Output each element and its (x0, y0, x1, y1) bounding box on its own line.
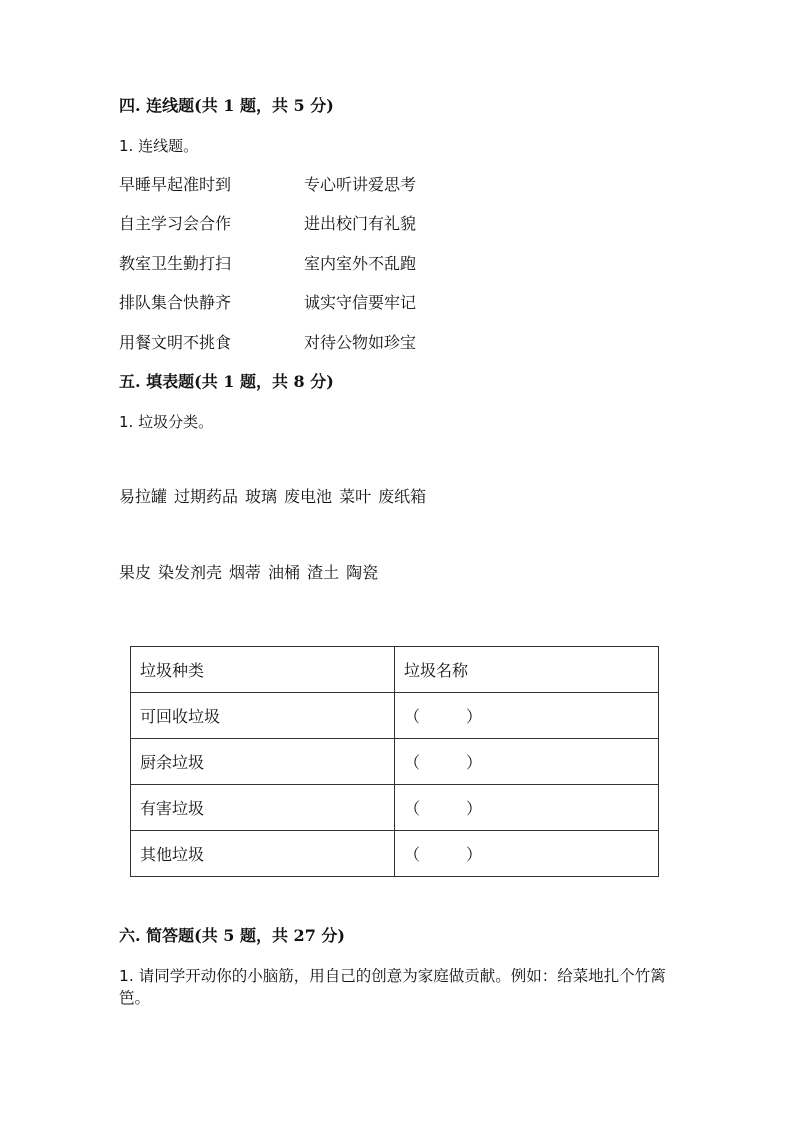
matching-right-item: 对待公物如珍宝 (304, 333, 417, 352)
word-bank-row-1 (119, 486, 433, 508)
answer-blank[interactable] (395, 693, 659, 739)
word-bank-item: 油桶 (268, 563, 301, 582)
matching-right-item: 专心听讲爱思考 (304, 175, 417, 194)
table-header-category: 垃圾种类 (131, 647, 395, 693)
word-bank-item: 烟蒂 (229, 563, 262, 582)
close-paren: ） (466, 707, 483, 726)
answer-blank[interactable] (395, 739, 659, 785)
section-5-question: 1. 垃圾分类。 (119, 413, 214, 431)
table-header-row (131, 647, 659, 693)
open-paren: （ (404, 799, 421, 818)
section-6-question: 1. 请同学开动你的小脑筋，用自己的创意为家庭做贡献。例如：给菜地扎个竹篱笆。 (119, 967, 666, 1007)
matching-left-item: 自主学习会合作 (119, 214, 232, 233)
table-row (131, 785, 659, 831)
table-cell-category: 厨余垃圾 (131, 739, 395, 785)
section-4-heading: 四. 连线题(共 1 题，共 5 分) (119, 96, 334, 115)
word-bank-item: 玻璃 (245, 487, 278, 506)
section-5-heading: 五. 填表题(共 1 题，共 8 分) (119, 372, 334, 391)
open-paren: （ (404, 845, 421, 864)
word-bank-item: 易拉罐 (119, 487, 168, 506)
matching-left-item: 早睡早起准时到 (119, 175, 232, 194)
word-bank-item: 陶瓷 (346, 563, 379, 582)
section-4-question: 1. 连线题。 (119, 137, 199, 155)
table-cell-category: 其他垃圾 (131, 831, 395, 877)
word-bank-item: 菜叶 (339, 487, 372, 506)
answer-blank[interactable] (395, 785, 659, 831)
table-cell-category: 有害垃圾 (131, 785, 395, 831)
answer-blank[interactable] (395, 831, 659, 877)
matching-left-item: 排队集合快静齐 (119, 293, 232, 312)
word-bank-item: 废电池 (284, 487, 333, 506)
garbage-classification-table (130, 646, 659, 877)
table-cell-category: 可回收垃圾 (131, 693, 395, 739)
matching-right-item: 进出校门有礼貌 (304, 214, 417, 233)
table-header-name: 垃圾名称 (395, 647, 659, 693)
word-bank-item: 果皮 (119, 563, 152, 582)
matching-right-item: 诚实守信要牢记 (304, 293, 417, 312)
section-6-heading: 六. 简答题(共 5 题，共 27 分) (119, 926, 345, 945)
close-paren: ） (466, 799, 483, 818)
open-paren: （ (404, 753, 421, 772)
word-bank-item: 过期药品 (174, 487, 239, 506)
word-bank-item: 废纸箱 (378, 487, 427, 506)
word-bank-item: 染发剂壳 (158, 563, 223, 582)
open-paren: （ (404, 707, 421, 726)
table-row (131, 831, 659, 877)
close-paren: ） (466, 753, 483, 772)
word-bank-item: 渣土 (307, 563, 340, 582)
word-bank-row-2 (119, 562, 385, 584)
matching-left-item: 用餐文明不挑食 (119, 333, 232, 352)
matching-left-item: 教室卫生勤打扫 (119, 254, 232, 273)
table-row (131, 693, 659, 739)
close-paren: ） (466, 845, 483, 864)
table-row (131, 739, 659, 785)
matching-right-item: 室内室外不乱跑 (304, 254, 417, 273)
